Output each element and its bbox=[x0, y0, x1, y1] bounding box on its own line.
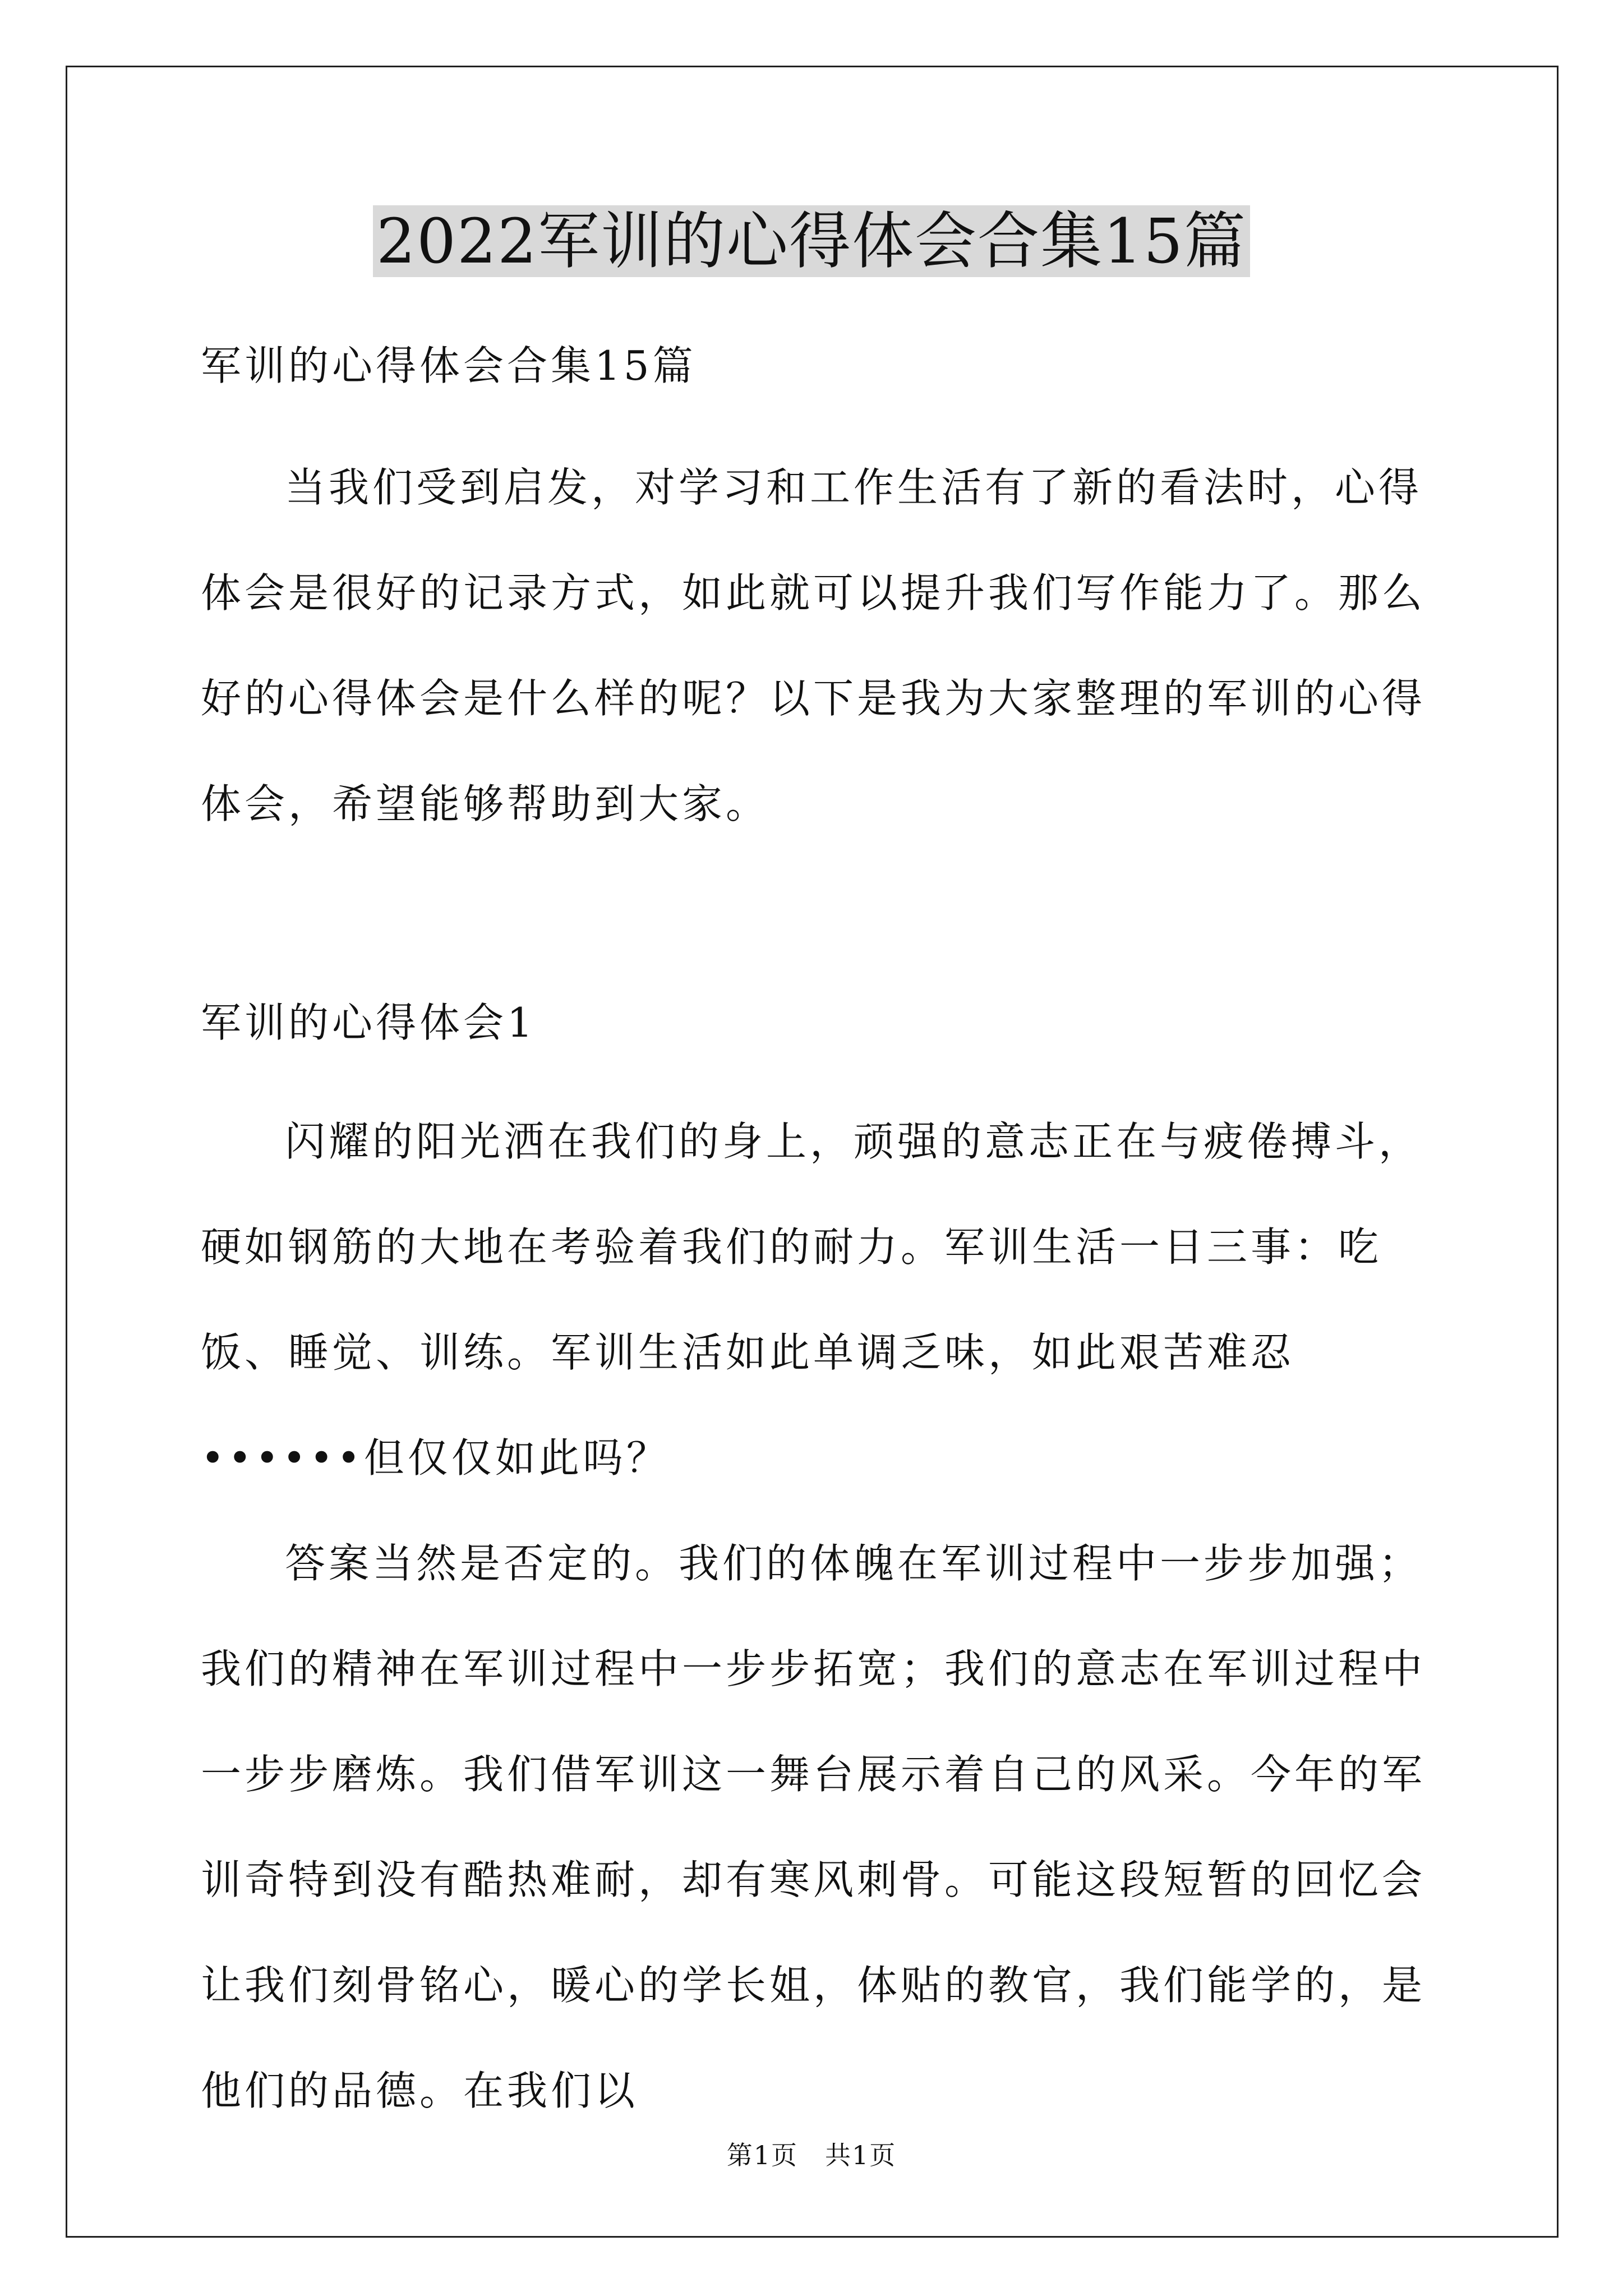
document-subtitle: 军训的心得体会合集15篇 bbox=[201, 342, 697, 389]
section-heading: 军训的心得体会1 bbox=[201, 999, 536, 1046]
intro-paragraph: 当我们受到启发，对学习和工作生活有了新的看法时，心得体会是很好的记录方式，如此就可以提升我们写作能力了。那么好的心得体会是什么样的呢？以下是我为大家整理的军训的心得体会，希望能够帮助到大家。 bbox=[201, 464, 1426, 827]
document-title bbox=[0, 199, 1623, 283]
page-footer: 第1页 共1页 bbox=[726, 2140, 897, 2170]
body-paragraph-1: 闪耀的阳光洒在我们的身上，顽强的意志正在与疲倦搏斗，硬如钢筋的大地在考验着我们的耐力。军训生活一日三事：吃饭、睡觉、训练。军训生活如此单调乏味，如此艰苦难忍••••••但仅仅如此吗？ bbox=[201, 1118, 1423, 1481]
body-paragraph-2: 答案当然是否定的。我们的体魄在军训过程中一步步加强；我们的精神在军训过程中一步步拓宽；我们的意志在军训过程中一步步磨炼。我们借军训这一舞台展示着自己的风采。今年的军训奇特到没有酷热难耐，却有寒风刺骨。可能这段短暂的回忆会让我们刻骨铭心，暖心的学长姐，体贴的教官，我们能学的，是他们的品德。在我们以 bbox=[201, 1540, 1426, 2114]
document-title-text: 2022军训的心得体会合集15篇 bbox=[373, 205, 1250, 277]
